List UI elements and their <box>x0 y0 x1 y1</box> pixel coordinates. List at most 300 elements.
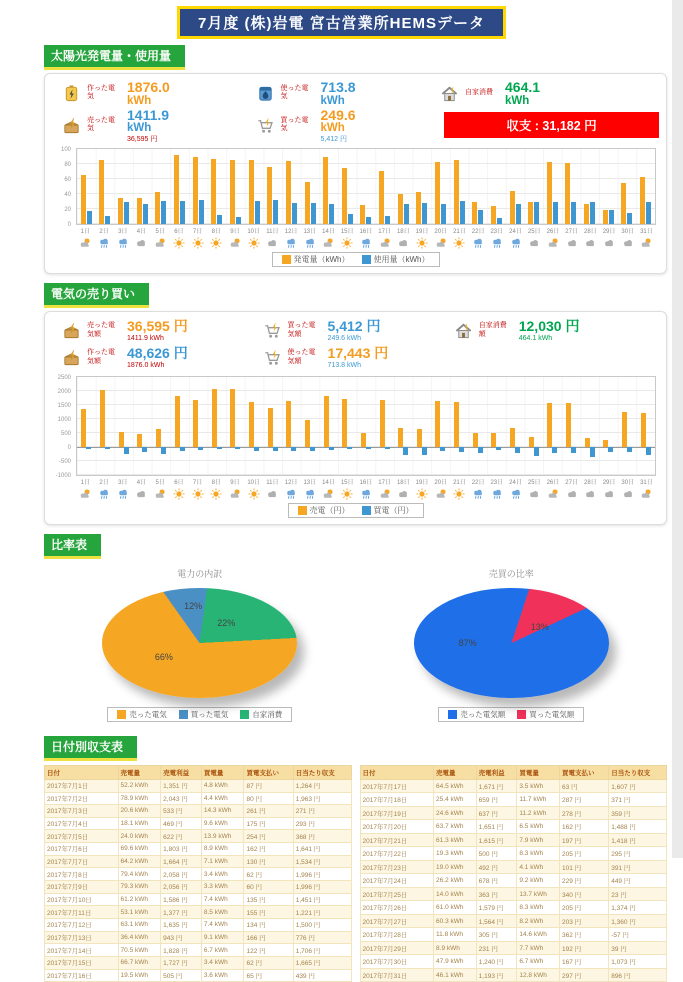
stat-label: 売った電気 <box>87 117 121 135</box>
table-cell: 11.7 kWh <box>517 793 560 807</box>
buy-bar <box>534 447 539 457</box>
stat-number: 1876.0 <box>127 79 170 95</box>
stat-subvalue: 1876.0 kWh <box>127 362 188 369</box>
cart-icon <box>256 116 275 135</box>
generation-bar <box>547 162 552 224</box>
stat-number: 1411.9 <box>127 107 169 123</box>
rain-icon <box>487 487 506 500</box>
box-icon <box>62 348 81 367</box>
table-cell: 7.4 kWh <box>201 893 244 906</box>
section-header-trade: 電気の売り買い <box>44 283 149 308</box>
bar-group <box>338 377 357 475</box>
table-cell: 155 円 <box>244 906 293 919</box>
table-row <box>360 874 667 888</box>
column-header: 買電量 <box>517 765 560 779</box>
bar-group <box>245 149 264 224</box>
x-axis-label: 14日 <box>319 225 338 235</box>
table-cell: 1,641 円 <box>293 843 351 856</box>
table-row <box>360 847 667 861</box>
stat-label: 使った電気額 <box>288 349 322 367</box>
sun-icon <box>450 236 469 249</box>
table-cell: 2017年7月19日 <box>360 806 434 820</box>
section-trade <box>44 280 667 525</box>
table-cell: 1,996 円 <box>293 868 351 881</box>
table-cell: 3.3 kWh <box>201 881 244 894</box>
generation-bar <box>621 183 626 224</box>
table-row <box>45 944 352 957</box>
column-header: 売電利益 <box>161 765 202 779</box>
table-cell: 3.4 kWh <box>201 868 244 881</box>
table-row <box>360 955 667 969</box>
section-ratio <box>44 531 667 725</box>
table-cell: 2017年7月6日 <box>45 843 119 856</box>
buy-bar <box>646 447 651 455</box>
stat-number: 48,626 円 <box>127 345 188 361</box>
sun-icon <box>244 487 263 500</box>
box-icon <box>62 116 81 135</box>
table-cell: -57 円 <box>609 928 667 942</box>
buy-bar <box>273 447 278 451</box>
sell-bar <box>342 399 347 447</box>
rain-icon <box>487 236 506 249</box>
generation-bar <box>193 157 198 224</box>
x-axis-label: 21日 <box>450 225 469 235</box>
table-cell: 2017年7月27日 <box>360 914 434 928</box>
legend-sell-label: 売電（円） <box>310 505 350 516</box>
weather-row <box>52 236 659 249</box>
table-cell: 8.9 kWh <box>201 843 244 856</box>
usage-bar <box>627 213 632 224</box>
table-cell: 61.3 kWh <box>434 833 477 847</box>
bar-group <box>375 149 394 224</box>
buy-bar <box>403 447 408 455</box>
table-cell: 2017年7月25日 <box>360 887 434 901</box>
usage-bar <box>441 204 446 224</box>
table-cell: 63 円 <box>559 779 608 793</box>
bar-group <box>226 377 245 475</box>
table-row <box>45 805 352 818</box>
y-axis-tick: 80 <box>64 162 71 168</box>
stat-subvalue: 1411.9 kWh <box>127 335 188 342</box>
generation-bar <box>211 159 216 224</box>
x-axis-label: 18日 <box>394 476 413 486</box>
stat-unit: kWh <box>127 122 169 134</box>
bar-group <box>506 149 525 224</box>
chart-legend <box>52 251 659 269</box>
table-cell: 64.2 kWh <box>118 855 161 868</box>
buy-bar <box>235 447 240 449</box>
table-cell: 254 円 <box>244 830 293 843</box>
table-cell: 66.7 kWh <box>118 957 161 970</box>
table-cell: 231 円 <box>476 941 517 955</box>
table-cell: 52.2 kWh <box>118 779 161 792</box>
stat-item <box>444 318 659 344</box>
sell-bar <box>156 429 161 446</box>
table-row <box>360 860 667 874</box>
pie-legend <box>107 706 292 724</box>
x-axis-label: 3日 <box>113 225 132 235</box>
table-cell: 896 円 <box>609 968 667 982</box>
stat-value <box>127 319 188 342</box>
table-cell: 359 円 <box>609 806 667 820</box>
sell-bar <box>585 438 590 447</box>
table-cell: 439 円 <box>293 969 351 982</box>
stat-value <box>505 80 540 107</box>
box-icon <box>62 321 81 340</box>
table-cell: 2017年7月8日 <box>45 868 119 881</box>
battery-icon <box>62 84 81 103</box>
stat-number: 464.1 <box>505 79 540 95</box>
table-cell: 4.1 kWh <box>517 860 560 874</box>
stat-unit: kWh <box>505 95 540 107</box>
bar-group <box>282 149 301 224</box>
table-cell: 63.1 kWh <box>118 919 161 932</box>
legend-swatch <box>282 255 291 264</box>
x-axis-label: 1日 <box>76 225 95 235</box>
generation-bar <box>249 160 254 224</box>
bar-group <box>375 377 394 475</box>
stat-subvalue: 5,412 円 <box>321 136 356 143</box>
table-cell: 87 円 <box>244 779 293 792</box>
rain-icon <box>282 487 301 500</box>
sell-bar <box>193 400 198 447</box>
rain-icon <box>357 236 376 249</box>
x-axis-label: 1日 <box>76 476 95 486</box>
table-cell: 192 円 <box>559 941 608 955</box>
daily-balance-table-left <box>44 765 352 982</box>
buy-bar <box>422 447 427 455</box>
usage-bar <box>311 203 316 224</box>
sell-bar <box>230 389 235 447</box>
trade-panel <box>44 311 667 525</box>
stat-value <box>328 346 389 369</box>
table-cell: 1,360 円 <box>609 914 667 928</box>
generation-bar <box>435 162 440 224</box>
stat-unit: kWh <box>127 95 170 107</box>
table-row <box>360 820 667 834</box>
sell-bar <box>529 437 534 447</box>
legend-label: 買った電気額 <box>529 709 574 720</box>
sell-bar <box>268 408 273 447</box>
bar-group <box>524 149 543 224</box>
table-cell: 2017年7月26日 <box>360 901 434 915</box>
partly-icon <box>544 236 563 249</box>
bar-group <box>431 377 450 475</box>
table-cell: 60 円 <box>244 881 293 894</box>
partly-icon <box>76 487 95 500</box>
table-cell: 2,056 円 <box>161 881 202 894</box>
buy-bar <box>86 447 91 449</box>
generation-bar <box>81 175 86 224</box>
table-row <box>45 868 352 881</box>
x-axis-label: 10日 <box>244 476 263 486</box>
table-cell: 1,963 円 <box>293 792 351 805</box>
table-cell: 23 円 <box>609 887 667 901</box>
sun-icon <box>170 236 189 249</box>
x-axis-labels <box>52 225 659 235</box>
legend-buy-label: 買電（円） <box>374 505 414 516</box>
usage-bar <box>199 200 204 224</box>
table-cell: 1,615 円 <box>476 833 517 847</box>
stat-item <box>52 108 242 143</box>
table-cell: 134 円 <box>244 919 293 932</box>
column-header: 日付 <box>45 765 119 779</box>
table-cell: 505 円 <box>161 969 202 982</box>
rain-icon <box>357 487 376 500</box>
x-axis-label: 2日 <box>95 225 114 235</box>
generation-bar <box>510 191 515 224</box>
stat-label: 売った電気額 <box>87 322 121 340</box>
sell-bar <box>491 433 496 447</box>
x-axis-label: 12日 <box>282 476 301 486</box>
table-cell: 1,579 円 <box>476 901 517 915</box>
table-cell: 305 円 <box>476 928 517 942</box>
table-cell: 14.6 kWh <box>517 928 560 942</box>
usage-bar <box>105 216 110 224</box>
balance-badge: 収支 : 31,182 円 <box>444 112 659 138</box>
x-axis-label: 23日 <box>487 476 506 486</box>
x-axis-label: 6日 <box>170 225 189 235</box>
table-cell: 122 円 <box>244 944 293 957</box>
x-axis-label: 16日 <box>357 476 376 486</box>
table-cell: 622 円 <box>161 830 202 843</box>
generation-bar <box>472 202 477 224</box>
table-cell: 9.2 kWh <box>517 874 560 888</box>
sell-bar <box>137 434 142 447</box>
cloud-icon <box>562 236 581 249</box>
legend-usage-label: 使用量（kWh） <box>374 254 430 265</box>
sell-bar <box>547 403 552 447</box>
usage-bar <box>646 202 651 224</box>
bar-group <box>301 149 320 224</box>
generation-bar <box>99 160 104 224</box>
weather-row <box>52 487 659 500</box>
report-content <box>44 42 667 982</box>
x-axis-label: 21日 <box>450 476 469 486</box>
legend-swatch <box>298 506 307 515</box>
sell-bar <box>641 413 646 446</box>
table-cell: 287 円 <box>559 793 608 807</box>
generation-usage-chart <box>52 148 659 269</box>
section-header-solar: 太陽光発電量・使用量 <box>44 45 185 70</box>
x-axis-label: 24日 <box>506 225 525 235</box>
table-cell: 776 円 <box>293 931 351 944</box>
bar-group <box>618 377 637 475</box>
table-cell: 659 円 <box>476 793 517 807</box>
table-cell: 47.9 kWh <box>434 955 477 969</box>
daily-balance-table-right <box>360 765 668 982</box>
partly-icon <box>375 236 394 249</box>
bar-group <box>189 377 208 475</box>
generation-bar <box>286 161 291 224</box>
sell-bar <box>212 389 217 447</box>
legend-label: 売った電気額 <box>460 709 505 720</box>
usage-bar <box>143 204 148 224</box>
sun-icon <box>413 487 432 500</box>
legend-label: 自家消費 <box>252 709 282 720</box>
table-cell: 1,996 円 <box>293 881 351 894</box>
partly-icon <box>637 236 656 249</box>
table-cell: 61.0 kWh <box>434 901 477 915</box>
section-header-daily: 日付別収支表 <box>44 736 137 761</box>
sun-icon <box>207 487 226 500</box>
sell-bar <box>454 402 459 447</box>
bar-group <box>319 149 338 224</box>
table-cell: 205 円 <box>559 847 608 861</box>
cloud-icon <box>263 236 282 249</box>
bar-group <box>301 377 320 475</box>
y-axis-tick: 500 <box>61 431 71 437</box>
stat-number: 5,412 円 <box>328 318 381 334</box>
page-title: 7月度 (株)岩電 宮古営業所HEMSデータ <box>177 6 506 39</box>
y-axis-tick: 2000 <box>58 389 71 395</box>
bar-group <box>394 377 413 475</box>
buy-bar <box>552 447 557 453</box>
table-cell: 2017年7月20日 <box>360 820 434 834</box>
table-cell: 2017年7月22日 <box>360 847 434 861</box>
usage-bar <box>422 203 427 224</box>
table-cell: 391 円 <box>609 860 667 874</box>
table-cell: 64.5 kWh <box>434 779 477 793</box>
table-cell: 340 円 <box>559 887 608 901</box>
table-cell: 203 円 <box>559 914 608 928</box>
y-axis-tick: 20 <box>64 207 71 213</box>
buy-bar <box>142 447 147 452</box>
column-header: 売電量 <box>434 765 477 779</box>
table-cell: 26.2 kWh <box>434 874 477 888</box>
x-axis-label: 25日 <box>525 225 544 235</box>
partly-icon <box>226 487 245 500</box>
buy-bar <box>366 447 371 449</box>
rain-icon <box>469 236 488 249</box>
stat-label: 使った電気 <box>281 85 315 103</box>
generation-bar <box>640 177 645 224</box>
buy-bar <box>105 447 110 449</box>
table-cell: 8.3 kWh <box>517 847 560 861</box>
generation-bar <box>416 192 421 224</box>
usage-bar <box>516 204 521 224</box>
title-bar <box>0 0 683 42</box>
house-icon <box>454 321 473 340</box>
table-cell: 6.7 kWh <box>517 955 560 969</box>
table-cell: 197 円 <box>559 833 608 847</box>
stat-number: 249.6 <box>321 107 356 123</box>
x-axis-label: 5日 <box>151 225 170 235</box>
pie-legend <box>438 706 584 724</box>
rain-icon <box>300 236 319 249</box>
table-cell: 1,073 円 <box>609 955 667 969</box>
table-cell: 261 円 <box>244 805 293 818</box>
table-cell: 12.8 kWh <box>517 968 560 982</box>
table-cell: 1,500 円 <box>293 919 351 932</box>
sell-bar <box>398 428 403 446</box>
table-row <box>45 969 352 982</box>
pie-slice-label: 87% <box>459 638 477 648</box>
stat-number: 12,030 円 <box>519 318 580 334</box>
stat-subvalue: 713.8 kWh <box>328 362 389 369</box>
table-cell: 61.2 kWh <box>118 893 161 906</box>
x-axis-label: 11日 <box>263 476 282 486</box>
table-cell: 297 円 <box>559 968 608 982</box>
buy-bar <box>590 447 595 457</box>
sell-bar <box>510 428 515 447</box>
table-row <box>360 887 667 901</box>
sun-icon <box>207 236 226 249</box>
buy-bar <box>385 447 390 449</box>
table-cell: 362 円 <box>559 928 608 942</box>
x-axis-label: 27日 <box>562 476 581 486</box>
buy-bar <box>254 447 259 451</box>
sun-icon <box>413 236 432 249</box>
table-row <box>45 881 352 894</box>
table-cell: 78.9 kWh <box>118 792 161 805</box>
table-row <box>360 793 667 807</box>
bar-group <box>580 377 599 475</box>
table-cell: 1,727 円 <box>161 957 202 970</box>
tank-icon <box>256 84 275 103</box>
stat-item <box>52 318 249 344</box>
table-cell: 1,635 円 <box>161 919 202 932</box>
table-cell: 2017年7月31日 <box>360 968 434 982</box>
table-row <box>45 855 352 868</box>
y-axis-tick: 0 <box>68 222 71 228</box>
bar-group <box>207 149 226 224</box>
stat-item <box>246 80 427 107</box>
bar-group <box>77 377 96 475</box>
table-cell: 1,264 円 <box>293 779 351 792</box>
x-axis-label: 9日 <box>226 225 245 235</box>
buy-bar <box>291 447 296 451</box>
bar-group <box>357 149 376 224</box>
table-cell: 533 円 <box>161 805 202 818</box>
x-axis-label: 29日 <box>600 476 619 486</box>
bar-group <box>96 149 115 224</box>
y-axis-tick: 100 <box>61 147 71 153</box>
table-cell: 19.0 kWh <box>434 860 477 874</box>
table-cell: 19.5 kWh <box>118 969 161 982</box>
table-cell: 2017年7月16日 <box>45 969 119 982</box>
solar-panel <box>44 73 667 274</box>
x-axis-label: 16日 <box>357 225 376 235</box>
table-cell: 500 円 <box>476 847 517 861</box>
stat-unit: kWh <box>321 122 356 134</box>
usage-bar <box>217 215 222 224</box>
x-axis-label: 8日 <box>207 476 226 486</box>
pie-slice-label: 66% <box>155 652 173 662</box>
x-axis-label: 24日 <box>506 476 525 486</box>
buy-bar <box>198 447 203 451</box>
table-cell: 2017年7月13日 <box>45 931 119 944</box>
table-row <box>360 901 667 915</box>
usage-bar <box>534 202 539 224</box>
stat-number: 713.8 <box>321 79 356 95</box>
x-axis-label: 4日 <box>132 476 151 486</box>
table-cell: 18.1 kWh <box>118 817 161 830</box>
partly-icon <box>319 487 338 500</box>
table-cell: 65 円 <box>244 969 293 982</box>
sun-icon <box>188 487 207 500</box>
bar-group <box>226 149 245 224</box>
stat-item <box>253 318 440 344</box>
generation-bar <box>342 168 347 224</box>
table-cell: 2017年7月4日 <box>45 817 119 830</box>
table-cell: 2017年7月12日 <box>45 919 119 932</box>
bar-group <box>114 377 133 475</box>
y-axis-tick: 0 <box>68 445 71 451</box>
usage-bar <box>460 201 465 224</box>
bar-group <box>413 377 432 475</box>
table-cell: 11.2 kWh <box>517 806 560 820</box>
